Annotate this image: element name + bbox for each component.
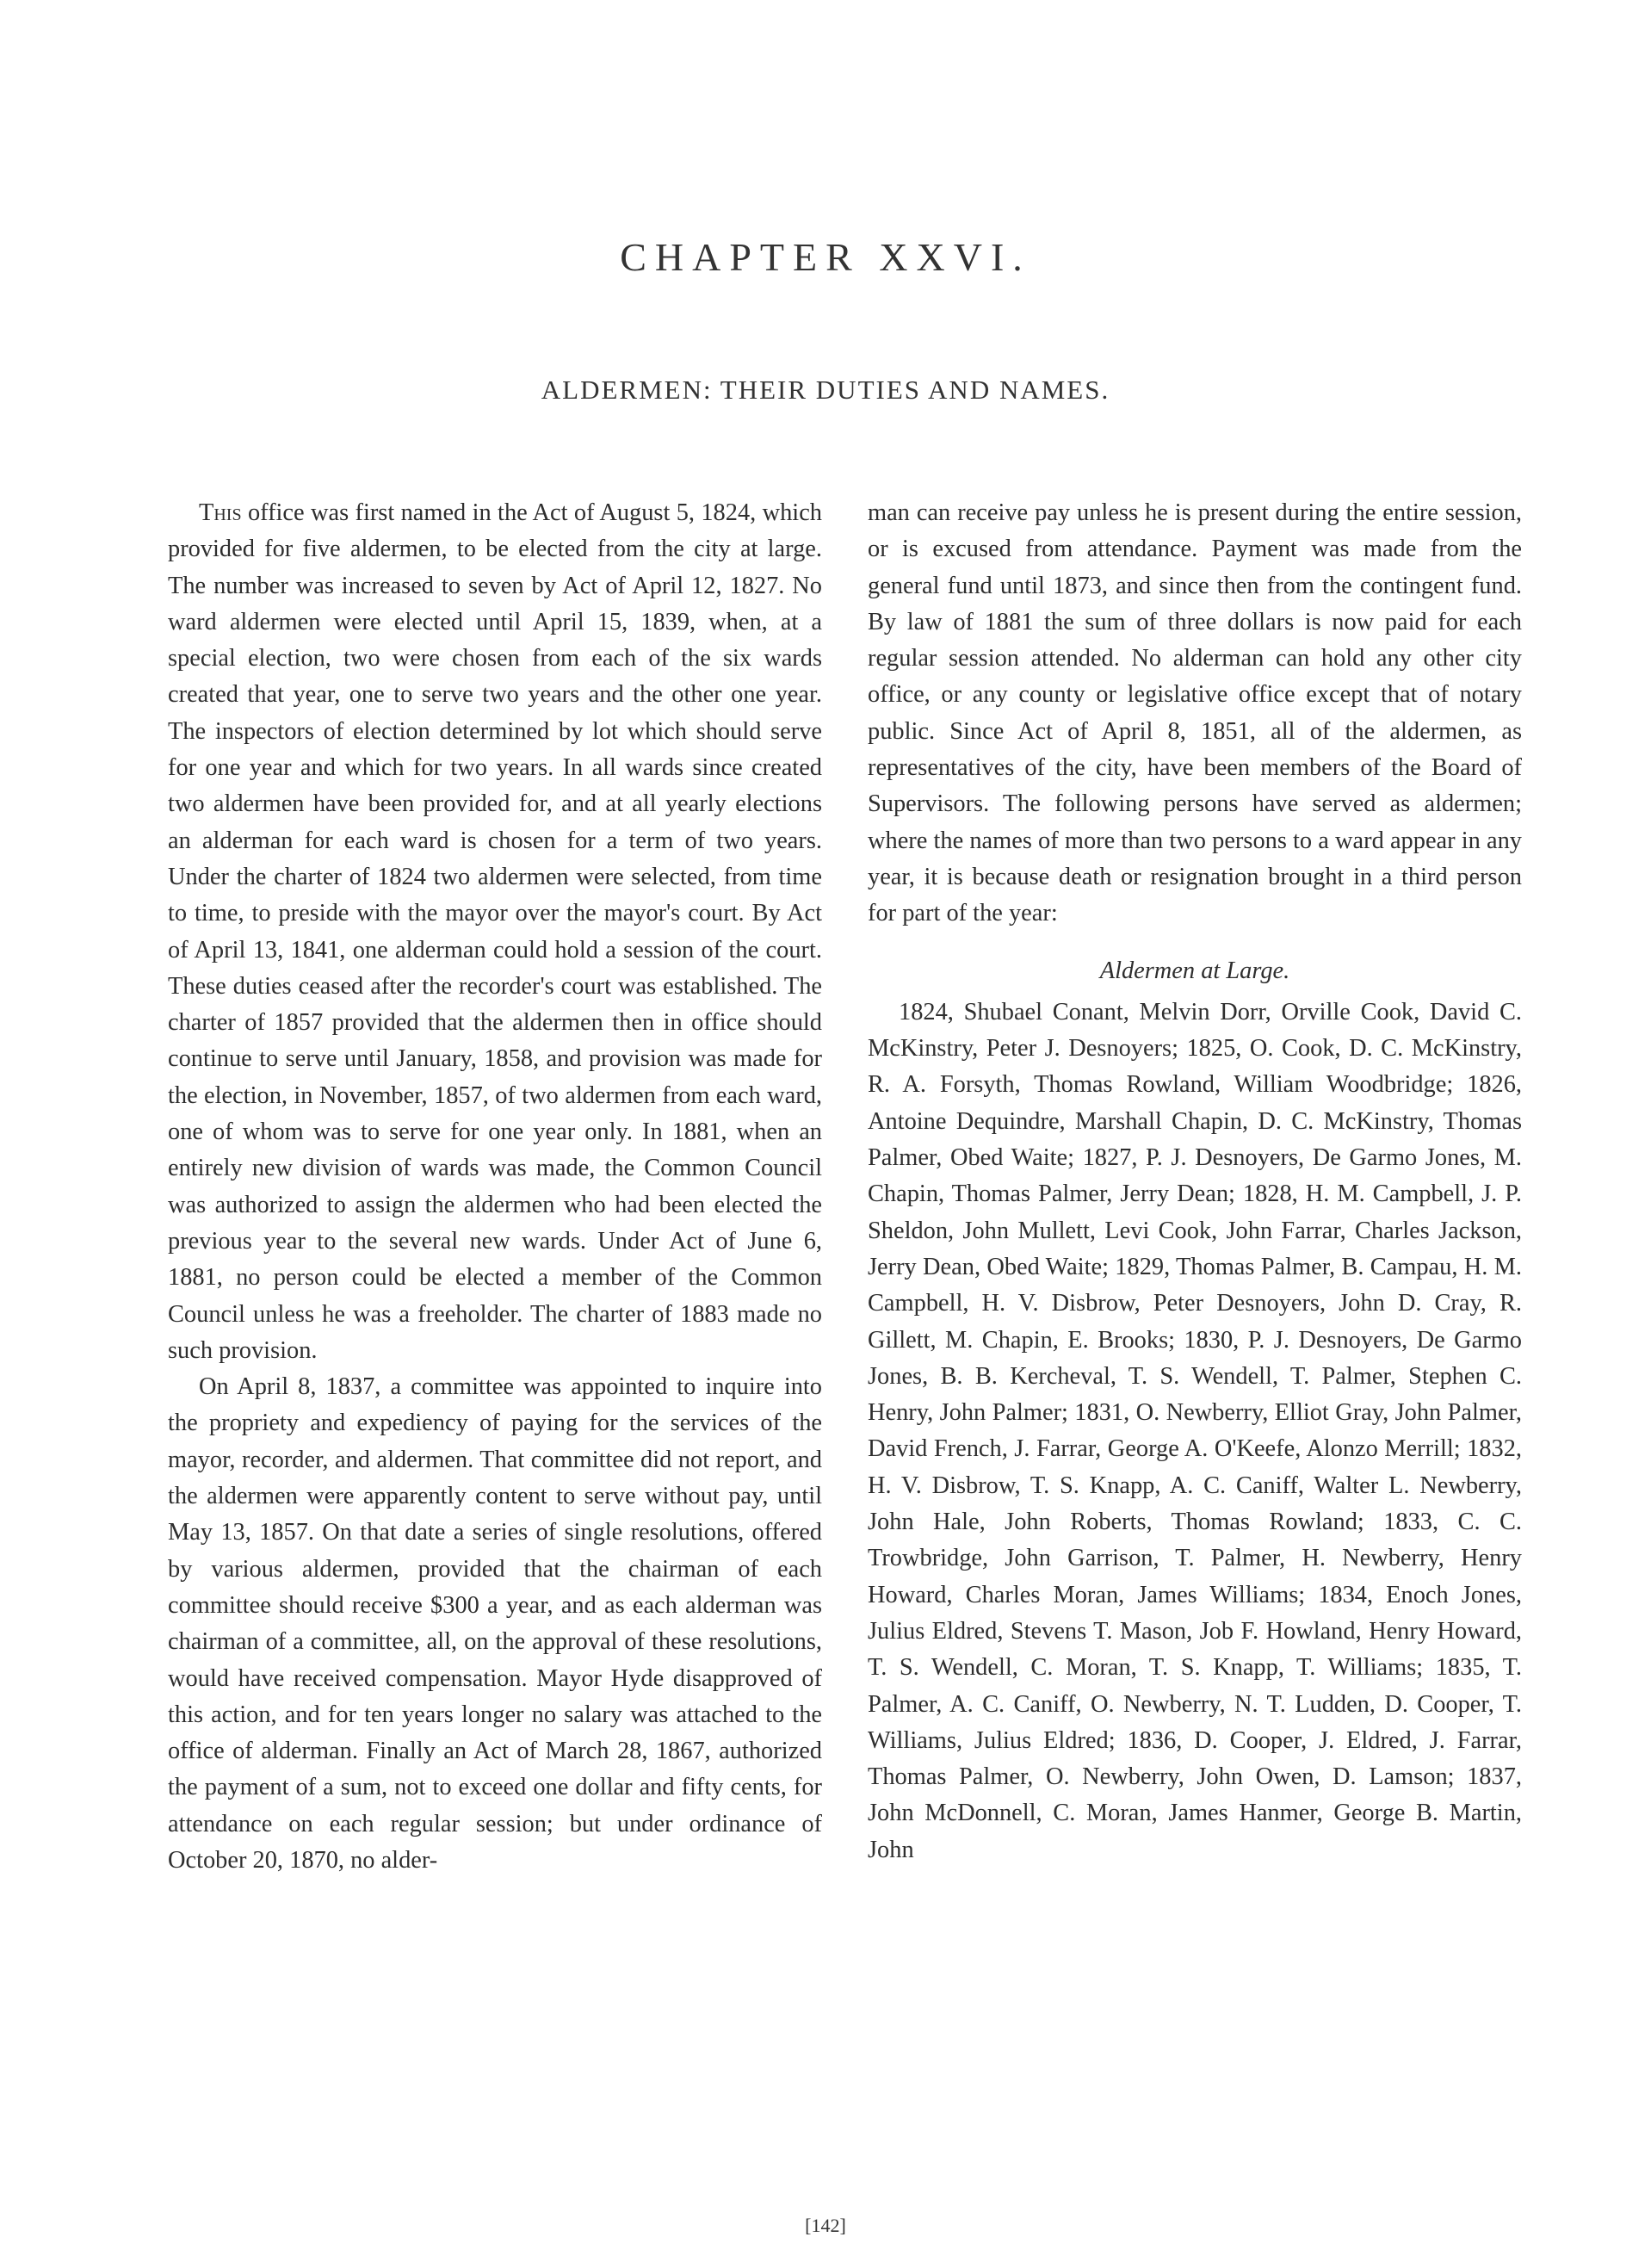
paragraph-compensation: On April 8, 1837, a committee was appointed to inquire into the propriety and expediency of paying for the services of the mayor, recorder, and aldermen. That committee did not report, and the aldermen were apparently content to serve without pay, until May 13, 1857. On that date a series of single resolutions, offered by various aldermen, provided that the chairman of each committee should receive $300 a year, and as each alderman was chairman of a committee, all, on the approval of these resolutions, would have received compensation. Mayor Hyde disapproved of this action, and for ten years longer no salary was attached to the office of alderman. Finally an Act of March 28, 1867, authorized the payment of a sum, not to exceed one dollar and fifty cents, for attendance on each regular session; but under ordinance of October 20, 1870, no alder- (168, 1373, 822, 1874)
right-column (868, 495, 1522, 1868)
left-column (168, 495, 822, 1879)
paragraph-text: office was first named in the Act of August 5, 1824, which provided for five aldermen, to be elected from the city at large. The number was increased to seven by Act of April 12, 1827. No ward aldermen were elected until April 15, 1839, when, at a special election, two were chosen from each of the six wards created that year, one to serve two years and the other one year. The inspectors of election determined by lot which should serve for one year and which for two years. In all wards since created two aldermen have been provided for, and at all yearly elections an alderman for each ward is chosen for a term of two years. Under the charter of 1824 two aldermen were selected, from time to time, to preside with the mayor over the mayor's court. By Act of April 13, 1841, one alderman could hold a session of the court. These duties ceased after the recorder's court was established. The charter of 1857 provided that the aldermen then in office should continue to serve until January, 1858, and provision was made for the election, in November, 1857, of two aldermen from each ward, one of whom was to serve for one year only. In 1881, when an entirely new division of wards was made, the Common Council was authorized to assign the aldermen who had been elected the previous year to the several new wards. Under Act of June 6, 1881, no person could be elected a member of the Common Council unless he was a freeholder. The charter of 1883 made no such provision. (168, 499, 822, 1364)
section-heading-aldermen-at-large: Aldermen at Large. (1099, 957, 1290, 984)
chapter-title: CHAPTER XXVI. (620, 235, 1031, 279)
page-number: [142] (805, 2215, 846, 2236)
paragraph-pay-continued: man can receive pay unless he is present during the entire session, or is excused from attendance. Payment was made from the general fund until 1873, and since then from the contingent fund. By law of 1881 the sum of three dollars is now paid for each regular session attended. No alderman can hold any other city office, or any county or legislative office except that of notary public. Since Act of April 8, 1851, all of the aldermen, as representatives of the city, have been members of the Board of Supervisors. The following persons have served as aldermen; where the names of more than two persons to a ward appear in any year, it is because death or resignation brought in a third person for part of the year: (868, 499, 1522, 927)
lead-word: This (199, 499, 242, 526)
paragraph-aldermen-list: 1824, Shubael Conant, Melvin Dorr, Orville Cook, David C. McKinstry, Peter J. Desnoyers; 1825, O. Cook, D. C. McKinstry, R. A. Forsyth, Thomas Rowland, William Woodbridge; 1826, Antoine Dequindre, Marshall Chapin, D. C. McKinstry, Thomas Palmer, Obed Waite; 1827, P. J. Desnoyers, De Garmo Jones, M. Chapin, Thomas Palmer, Jerry Dean; 1828, H. M. Campbell, J. P. Sheldon, John Mullett, Levi Cook, John Farrar, Charles Jackson, Jerry Dean, Obed Waite; 1829, Thomas Palmer, B. Campau, H. M. Campbell, H. V. Disbrow, Peter Desnoyers, John D. Cray, R. Gillett, M. Chapin, E. Brooks; 1830, P. J. Desnoyers, De Garmo Jones, B. B. Kercheval, T. S. Wendell, T. Palmer, Stephen C. Henry, John Palmer; 1831, O. Newberry, Elliot Gray, John Palmer, David French, J. Farrar, George A. O'Keefe, Alonzo Merrill; 1832, H. V. Disbrow, T. S. Knapp, A. C. Caniff, Walter L. Newberry, John Hale, John Roberts, Thomas Rowland; 1833, C. C. Trowbridge, John Garrison, T. Palmer, H. Newberry, Henry Howard, Charles Moran, James Williams; 1834, Enoch Jones, Julius Eldred, Stevens T. Mason, Job F. Howland, Henry Howard, T. S. Wendell, C. Moran, T. S. Knapp, T. Williams; 1835, T. Palmer, A. C. Caniff, O. Newberry, N. T. Ludden, D. Cooper, T. Williams, Julius Eldred; 1836, D. Cooper, J. Eldred, J. Farrar, Thomas Palmer, O. Newberry, John Owen, D. Lamson; 1837, John McDonnell, C. Moran, James Hanmer, George B. Martin, John (868, 998, 1522, 1863)
paragraph-office-history (168, 495, 822, 1369)
chapter-subtitle: ALDERMEN: THEIR DUTIES AND NAMES. (541, 375, 1110, 405)
